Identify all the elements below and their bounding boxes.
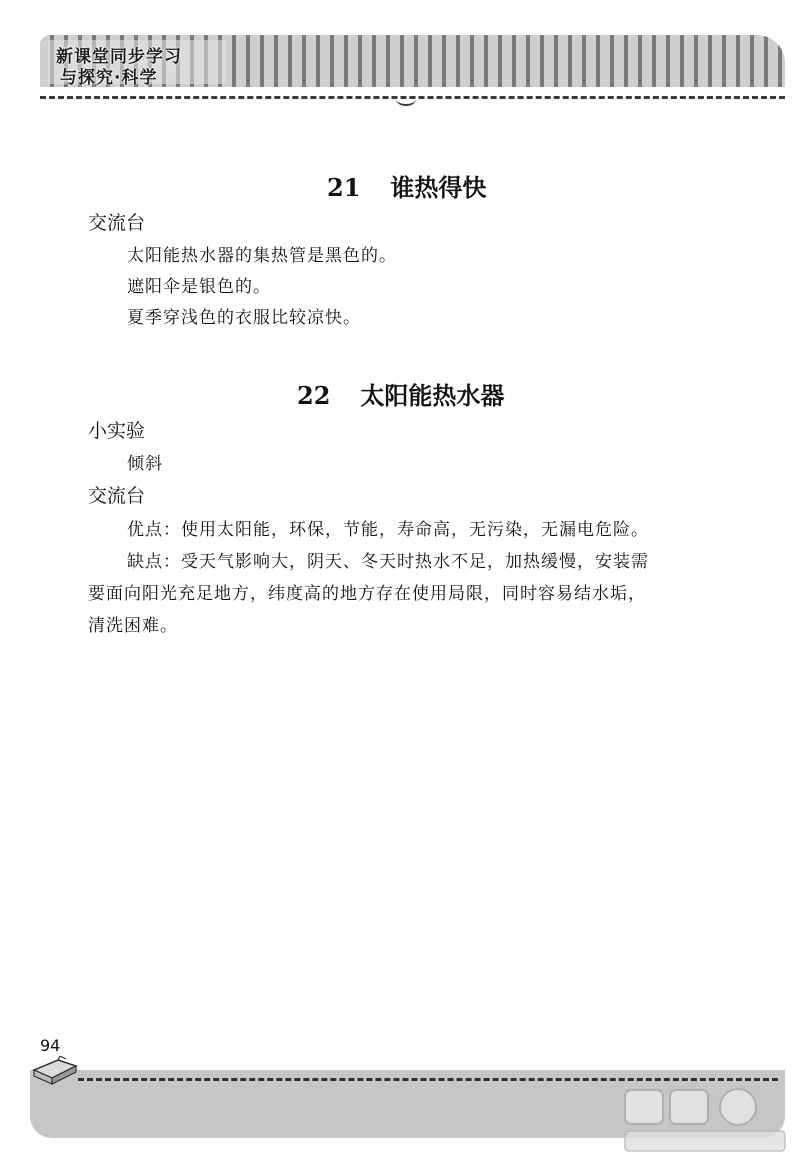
text-line: 太阳能热水器的集热管是黑色的。 <box>127 246 397 266</box>
text-line: 要面向阳光充足地方，纬度高的地方存在使用局限，同时容易结水垢， <box>88 584 646 604</box>
header-title-line1: 新课堂同步学习 <box>56 47 182 67</box>
section-number: 21 <box>327 173 361 202</box>
page-number: 94 <box>40 1036 61 1055</box>
text-line: 缺点：受天气影响大，阴天、冬天时热水不足，加热缓慢，安装需 <box>127 552 649 572</box>
text-line: 夏季穿浅色的衣服比较凉快。 <box>127 308 361 328</box>
subhead-experiment: 小实验 <box>88 420 146 442</box>
section-number: 22 <box>297 381 331 410</box>
section-title-21 <box>327 168 486 203</box>
subhead-exchange-2: 交流台 <box>88 485 146 507</box>
watermark-logo-icon <box>620 1085 790 1155</box>
header-divider-fold <box>396 92 416 106</box>
header-title-line2: 与探究·科学 <box>60 68 158 88</box>
section-title-22 <box>297 376 504 411</box>
section-title-text: 太阳能热水器 <box>360 381 505 410</box>
subhead-exchange-1: 交流台 <box>88 212 146 234</box>
text-line: 清洗困难。 <box>88 616 178 636</box>
book-icon <box>30 1056 80 1086</box>
text-line: 遮阳伞是银色的。 <box>127 277 271 297</box>
text-line: 优点：使用太阳能，环保，节能，寿命高，无污染，无漏电危险。 <box>127 520 649 540</box>
section-title-text: 谁热得快 <box>390 173 487 202</box>
text-line: 倾斜 <box>127 454 163 474</box>
footer-divider <box>78 1078 778 1081</box>
